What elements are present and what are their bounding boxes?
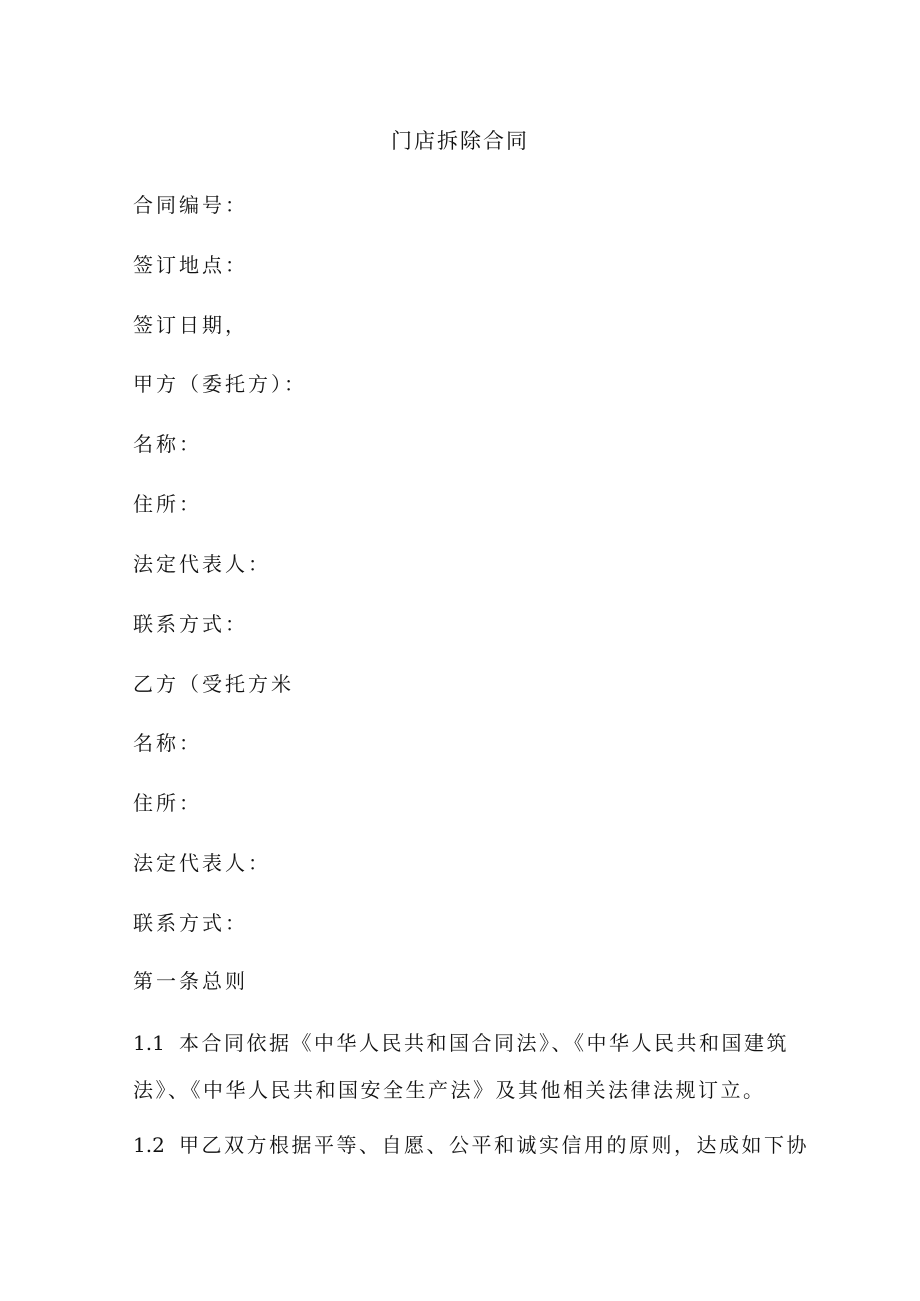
article-1-heading: 第一条总则 bbox=[133, 969, 248, 993]
party-b-heading: 乙方（受托方米 bbox=[133, 672, 294, 696]
party-b-legal-rep: 法定代表人： bbox=[133, 851, 271, 875]
party-b-address: 住所： bbox=[133, 791, 202, 815]
clause-text: 甲乙双方根据平等、自愿、公平和诚实信用的原则，达成如下协 bbox=[179, 1133, 809, 1157]
party-a-heading: 甲方（委托方）： bbox=[133, 372, 307, 396]
clause-1-1-line-2: 法》、《中华人民共和国安全生产法》及其他相关法律法规订立。 bbox=[133, 1078, 766, 1102]
party-b-name: 名称： bbox=[133, 731, 202, 755]
sign-place-field: 签订地点： bbox=[133, 253, 248, 277]
clause-1-2-line-1 bbox=[133, 1130, 809, 1160]
clause-number: 1.1 bbox=[133, 1031, 165, 1055]
contract-number-field: 合同编号： bbox=[133, 193, 248, 217]
party-a-contact: 联系方式： bbox=[133, 612, 248, 636]
party-a-address: 住所： bbox=[133, 492, 202, 516]
party-a-name: 名称： bbox=[133, 432, 202, 456]
party-b-contact: 联系方式： bbox=[133, 911, 248, 935]
sign-date-field: 签订日期， bbox=[133, 313, 248, 337]
clause-text: 本合同依据《中华人民共和国合同法》、《中华人民共和国建筑 bbox=[179, 1031, 789, 1055]
clause-1-1-line-1 bbox=[133, 1028, 788, 1058]
document-title: 门店拆除合同 bbox=[391, 129, 529, 153]
party-a-legal-rep: 法定代表人： bbox=[133, 552, 271, 576]
clause-number: 1.2 bbox=[133, 1133, 165, 1157]
